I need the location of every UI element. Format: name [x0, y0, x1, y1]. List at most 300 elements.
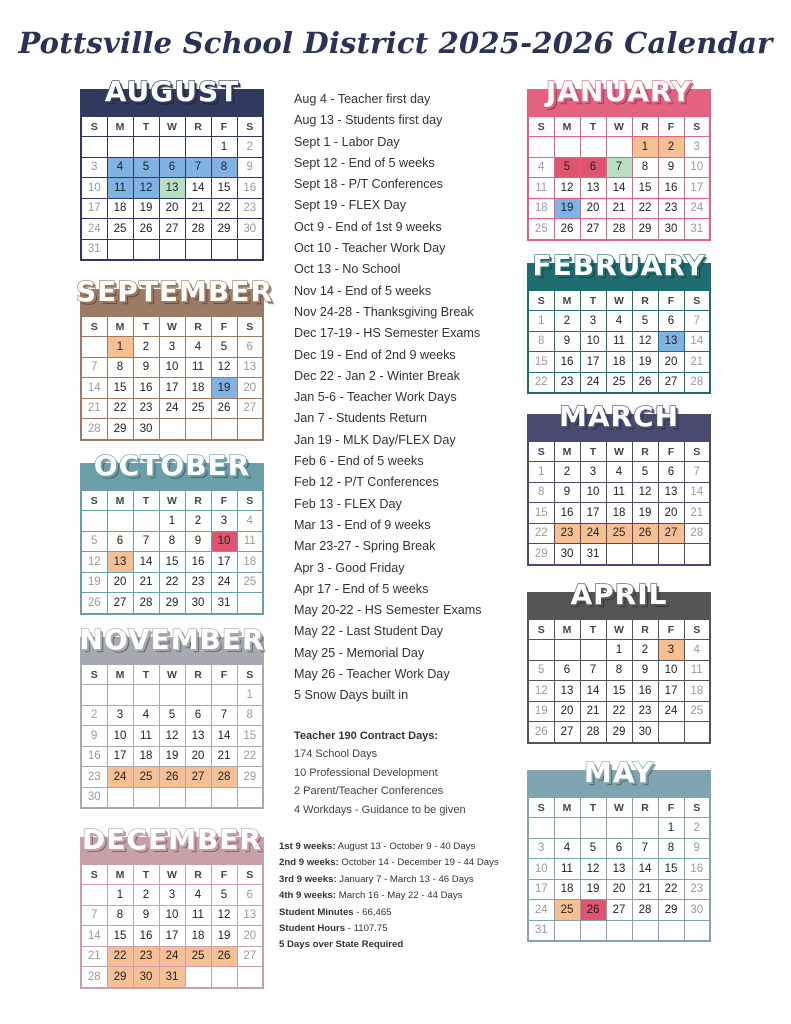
- month-grid: [527, 115, 711, 241]
- month-banner: [527, 249, 711, 289]
- empty-cell: [133, 239, 159, 260]
- weekday-label: F: [211, 316, 237, 337]
- day-cell: 30: [632, 722, 658, 743]
- day-cell: 22: [632, 198, 658, 219]
- day-cell: 31: [211, 593, 237, 614]
- event-item: Apr 17 - End of 5 weeks: [294, 581, 429, 596]
- weekday-label: W: [606, 116, 632, 137]
- day-cell: 7: [81, 357, 107, 378]
- empty-cell: [237, 787, 263, 808]
- day-cell: 4: [107, 157, 133, 178]
- stat-value: October 14 - December 19 - 44 Days: [338, 857, 499, 869]
- day-cell: 14: [81, 378, 107, 399]
- week-row: [81, 572, 263, 593]
- day-cell: 21: [684, 503, 710, 524]
- day-cell: 15: [632, 178, 658, 199]
- week-row: [528, 198, 710, 219]
- day-cell: 27: [159, 219, 185, 240]
- day-cell: 10: [81, 178, 107, 199]
- day-cell: 24: [684, 198, 710, 219]
- empty-cell: [580, 818, 606, 839]
- weekday-label: F: [211, 864, 237, 885]
- day-cell: 4: [185, 885, 211, 906]
- month-grid: [527, 440, 711, 566]
- day-cell: 27: [237, 398, 263, 419]
- day-cell: 14: [580, 681, 606, 702]
- day-cell: 6: [606, 838, 632, 859]
- week-row: [528, 372, 710, 393]
- day-cell: 16: [237, 178, 263, 199]
- weekday-label: T: [580, 441, 606, 462]
- weekday-header-row: [528, 116, 710, 137]
- event-item: 5 Snow Days built in: [294, 688, 409, 703]
- contract-heading: Teacher 190 Contract Days:: [294, 730, 439, 742]
- day-cell: 18: [606, 503, 632, 524]
- day-cell: 3: [580, 462, 606, 483]
- weekday-label: T: [133, 490, 159, 511]
- calendar-april: [527, 578, 711, 744]
- day-cell: 31: [684, 219, 710, 240]
- day-cell: 3: [528, 838, 554, 859]
- event-item: Feb 6 - End of 5 weeks: [294, 454, 424, 469]
- day-cell: 19: [211, 926, 237, 947]
- week-row: [81, 219, 263, 240]
- week-row: [528, 859, 710, 880]
- month-name: APRIL: [570, 578, 668, 611]
- empty-cell: [237, 419, 263, 440]
- empty-cell: [81, 137, 107, 158]
- day-cell: 3: [211, 511, 237, 532]
- day-cell: 26: [632, 372, 658, 393]
- event-item: May 26 - Teacher Work Day: [294, 667, 450, 682]
- day-cell: 28: [185, 219, 211, 240]
- empty-cell: [185, 239, 211, 260]
- week-row: [528, 818, 710, 839]
- event-item: Aug 13 - Students first day: [294, 113, 443, 128]
- day-cell: 14: [211, 726, 237, 747]
- day-cell: 20: [107, 572, 133, 593]
- weekday-label: S: [528, 441, 554, 462]
- day-cell: 30: [133, 419, 159, 440]
- event-item: Oct 10 - Teacher Work Day: [294, 241, 446, 256]
- day-cell: 15: [658, 859, 684, 880]
- weekday-label: S: [81, 864, 107, 885]
- weekday-label: W: [606, 619, 632, 640]
- day-cell: 9: [133, 357, 159, 378]
- day-cell: 5: [211, 337, 237, 358]
- event-item: May 25 - Memorial Day: [294, 645, 425, 660]
- contract-days: [294, 727, 519, 820]
- weekday-label: M: [107, 864, 133, 885]
- weekday-label: R: [632, 290, 658, 311]
- empty-cell: [159, 685, 185, 706]
- day-cell: 20: [159, 198, 185, 219]
- day-cell: 22: [528, 372, 554, 393]
- weekday-label: M: [107, 490, 133, 511]
- day-cell: 3: [81, 157, 107, 178]
- empty-cell: [81, 685, 107, 706]
- day-cell: 6: [185, 705, 211, 726]
- day-cell: 11: [606, 331, 632, 352]
- day-cell: 16: [632, 681, 658, 702]
- day-cell: 8: [107, 905, 133, 926]
- stat-label: 3rd 9 weeks:: [279, 873, 337, 885]
- empty-cell: [133, 685, 159, 706]
- event-item: Feb 13 - FLEX Day: [294, 496, 402, 511]
- month-grid: [527, 289, 711, 394]
- day-cell: 8: [237, 705, 263, 726]
- week-row: [81, 926, 263, 947]
- day-cell: 24: [580, 523, 606, 544]
- day-cell: 28: [684, 372, 710, 393]
- empty-cell: [554, 640, 580, 661]
- empty-cell: [81, 337, 107, 358]
- stat-value: August 13 - October 9 - 40 Days: [335, 841, 476, 852]
- day-cell: 12: [159, 726, 185, 747]
- day-cell: 11: [237, 531, 263, 552]
- day-cell: 1: [658, 818, 684, 839]
- empty-cell: [185, 787, 211, 808]
- stat-value: March 16 - May 22 - 44 Days: [336, 890, 463, 902]
- day-cell: 28: [684, 523, 710, 544]
- day-cell: 25: [606, 372, 632, 393]
- day-cell: 14: [81, 926, 107, 947]
- week-row: [81, 705, 263, 726]
- day-cell: 21: [580, 701, 606, 722]
- weekday-label: R: [185, 864, 211, 885]
- day-cell: 17: [107, 746, 133, 767]
- day-cell: 28: [81, 419, 107, 440]
- event-item: Apr 3 - Good Friday: [294, 560, 405, 575]
- day-cell: 3: [159, 885, 185, 906]
- empty-cell: [684, 722, 710, 743]
- day-cell: 6: [237, 337, 263, 358]
- day-cell: 20: [658, 503, 684, 524]
- stat-label: 2nd 9 weeks:: [279, 857, 339, 869]
- week-row: [81, 746, 263, 767]
- day-cell: 5: [632, 311, 658, 332]
- grading-period-stats: [279, 839, 524, 954]
- empty-cell: [185, 419, 211, 440]
- weekday-label: F: [658, 290, 684, 311]
- week-row: [528, 157, 710, 178]
- events-list: [294, 89, 519, 707]
- day-cell: 29: [211, 219, 237, 240]
- empty-cell: [554, 920, 580, 941]
- event-item: Nov 14 - End of 5 weeks: [294, 283, 432, 298]
- empty-cell: [658, 544, 684, 565]
- week-row: [528, 311, 710, 332]
- week-row: [528, 352, 710, 373]
- day-cell: 23: [185, 572, 211, 593]
- day-cell: 15: [159, 552, 185, 573]
- empty-cell: [107, 137, 133, 158]
- day-cell: 6: [554, 660, 580, 681]
- empty-cell: [528, 640, 554, 661]
- weekday-label: M: [554, 290, 580, 311]
- week-row: [81, 337, 263, 358]
- weekday-header-row: [528, 441, 710, 462]
- day-cell: 8: [211, 157, 237, 178]
- day-cell: 30: [185, 593, 211, 614]
- week-row: [81, 905, 263, 926]
- day-cell: 29: [107, 967, 133, 988]
- month-grid: [80, 315, 264, 441]
- week-row: [528, 660, 710, 681]
- month-grid: [80, 489, 264, 615]
- weekday-label: R: [185, 316, 211, 337]
- day-cell: 13: [237, 905, 263, 926]
- week-row: [81, 137, 263, 158]
- weekday-header-row: [81, 116, 263, 137]
- day-cell: 17: [580, 352, 606, 373]
- day-cell: 5: [211, 885, 237, 906]
- event-item: Mar 13 - End of 9 weeks: [294, 517, 431, 532]
- day-cell: 5: [580, 838, 606, 859]
- day-cell: 26: [211, 946, 237, 967]
- empty-cell: [632, 920, 658, 941]
- week-row: [81, 157, 263, 178]
- day-cell: 6: [580, 157, 606, 178]
- week-row: [528, 219, 710, 240]
- stat-label: 1st 9 weeks:: [279, 841, 336, 852]
- weekday-header-row: [81, 664, 263, 685]
- stat-label: 4th 9 weeks:: [279, 890, 337, 902]
- empty-cell: [237, 967, 263, 988]
- week-row: [528, 482, 710, 503]
- calendar-december: [80, 823, 264, 989]
- day-cell: 24: [658, 701, 684, 722]
- day-cell: 10: [580, 482, 606, 503]
- day-cell: 23: [632, 701, 658, 722]
- day-cell: 24: [107, 767, 133, 788]
- day-cell: 13: [237, 357, 263, 378]
- day-cell: 21: [606, 198, 632, 219]
- weekday-label: S: [684, 116, 710, 137]
- day-cell: 1: [159, 511, 185, 532]
- day-cell: 1: [632, 137, 658, 158]
- day-cell: 28: [81, 967, 107, 988]
- day-cell: 9: [133, 905, 159, 926]
- day-cell: 12: [528, 681, 554, 702]
- week-row: [81, 419, 263, 440]
- day-cell: 26: [159, 767, 185, 788]
- empty-cell: [159, 239, 185, 260]
- day-cell: 26: [528, 722, 554, 743]
- month-banner: [527, 75, 711, 115]
- empty-cell: [211, 419, 237, 440]
- day-cell: 10: [658, 660, 684, 681]
- day-cell: 4: [684, 640, 710, 661]
- event-item: May 22 - Last Student Day: [294, 624, 444, 639]
- day-cell: 13: [658, 331, 684, 352]
- day-cell: 24: [81, 219, 107, 240]
- day-cell: 29: [159, 593, 185, 614]
- day-cell: 7: [684, 462, 710, 483]
- day-cell: 15: [528, 352, 554, 373]
- event-item: Dec 19 - End of 2nd 9 weeks: [294, 347, 456, 362]
- week-row: [528, 503, 710, 524]
- day-cell: 28: [606, 219, 632, 240]
- calendar-february: [527, 249, 711, 394]
- month-banner: [76, 275, 273, 315]
- day-cell: 20: [606, 879, 632, 900]
- day-cell: 6: [658, 311, 684, 332]
- day-cell: 2: [133, 885, 159, 906]
- day-cell: 9: [658, 157, 684, 178]
- day-cell: 17: [528, 879, 554, 900]
- day-cell: 15: [606, 681, 632, 702]
- month-banner: [79, 623, 265, 663]
- day-cell: 12: [632, 331, 658, 352]
- day-cell: 18: [107, 198, 133, 219]
- empty-cell: [107, 511, 133, 532]
- empty-cell: [606, 920, 632, 941]
- weekday-header-row: [81, 490, 263, 511]
- day-cell: 9: [81, 726, 107, 747]
- stat-row: [279, 888, 524, 904]
- day-cell: 21: [81, 946, 107, 967]
- week-row: [81, 511, 263, 532]
- day-cell: 2: [684, 818, 710, 839]
- stat-row: [279, 855, 524, 871]
- day-cell: 31: [81, 239, 107, 260]
- weekday-label: T: [580, 116, 606, 137]
- day-cell: 1: [606, 640, 632, 661]
- stat-value: January 7 - March 13 - 46 Days: [336, 873, 474, 885]
- day-cell: 5: [528, 660, 554, 681]
- empty-cell: [606, 544, 632, 565]
- month-banner: [80, 75, 264, 115]
- weekday-label: S: [684, 797, 710, 818]
- day-cell: 7: [632, 838, 658, 859]
- day-cell: 9: [237, 157, 263, 178]
- event-item: Oct 9 - End of 1st 9 weeks: [294, 219, 442, 234]
- empty-cell: [528, 137, 554, 158]
- empty-cell: [133, 787, 159, 808]
- day-cell: 21: [81, 398, 107, 419]
- day-cell: 29: [606, 722, 632, 743]
- day-cell: 30: [554, 544, 580, 565]
- day-cell: 24: [528, 900, 554, 921]
- weekday-label: T: [580, 619, 606, 640]
- month-name: FEBRUARY: [532, 249, 706, 282]
- day-cell: 7: [133, 531, 159, 552]
- day-cell: 22: [159, 572, 185, 593]
- day-cell: 25: [107, 219, 133, 240]
- event-item: Sept 12 - End of 5 weeks: [294, 155, 435, 170]
- weekday-label: R: [185, 664, 211, 685]
- calendar-november: [79, 623, 265, 809]
- event-item: Mar 23-27 - Spring Break: [294, 539, 436, 554]
- weekday-label: S: [684, 619, 710, 640]
- empty-cell: [211, 967, 237, 988]
- week-row: [528, 462, 710, 483]
- day-cell: 27: [185, 767, 211, 788]
- day-cell: 4: [237, 511, 263, 532]
- weekday-label: W: [159, 490, 185, 511]
- empty-cell: [632, 818, 658, 839]
- day-cell: 7: [684, 311, 710, 332]
- empty-cell: [211, 685, 237, 706]
- empty-cell: [107, 685, 133, 706]
- day-cell: 7: [211, 705, 237, 726]
- day-cell: 13: [159, 178, 185, 199]
- weekday-label: W: [606, 797, 632, 818]
- day-cell: 3: [658, 640, 684, 661]
- week-row: [81, 885, 263, 906]
- month-grid: [527, 618, 711, 744]
- week-row: [81, 531, 263, 552]
- weekday-label: F: [658, 619, 684, 640]
- stat-label: 5 Days over State Required: [279, 939, 404, 951]
- day-cell: 9: [185, 531, 211, 552]
- month-name: MAY: [583, 756, 655, 789]
- month-banner: [80, 449, 264, 489]
- empty-cell: [159, 419, 185, 440]
- day-cell: 26: [211, 398, 237, 419]
- day-cell: 11: [684, 660, 710, 681]
- month-banner: [80, 823, 264, 863]
- day-cell: 12: [211, 905, 237, 926]
- day-cell: 7: [81, 905, 107, 926]
- day-cell: 16: [554, 352, 580, 373]
- day-cell: 14: [133, 552, 159, 573]
- day-cell: 11: [185, 905, 211, 926]
- day-cell: 19: [632, 352, 658, 373]
- event-item: Dec 22 - Jan 2 - Winter Break: [294, 368, 460, 383]
- empty-cell: [133, 511, 159, 532]
- event-item: Sept 1 - Labor Day: [294, 134, 400, 149]
- day-cell: 4: [606, 311, 632, 332]
- weekday-label: F: [658, 441, 684, 462]
- day-cell: 14: [632, 859, 658, 880]
- day-cell: 5: [554, 157, 580, 178]
- weekday-label: T: [580, 797, 606, 818]
- day-cell: 8: [632, 157, 658, 178]
- week-row: [528, 879, 710, 900]
- month-grid: [80, 863, 264, 989]
- stat-label: Student Minutes: [279, 906, 354, 918]
- day-cell: 8: [658, 838, 684, 859]
- day-cell: 21: [211, 746, 237, 767]
- day-cell: 13: [185, 726, 211, 747]
- day-cell: 4: [528, 157, 554, 178]
- day-cell: 7: [185, 157, 211, 178]
- empty-cell: [580, 640, 606, 661]
- day-cell: 24: [580, 372, 606, 393]
- day-cell: 26: [632, 523, 658, 544]
- day-cell: 25: [185, 946, 211, 967]
- day-cell: 14: [185, 178, 211, 199]
- day-cell: 11: [606, 482, 632, 503]
- day-cell: 10: [159, 357, 185, 378]
- day-cell: 29: [632, 219, 658, 240]
- day-cell: 22: [211, 198, 237, 219]
- week-row: [81, 178, 263, 199]
- event-item: Sept 18 - P/T Conferences: [294, 177, 443, 192]
- day-cell: 15: [107, 378, 133, 399]
- event-item: Aug 4 - Teacher first day: [294, 92, 431, 106]
- day-cell: 29: [658, 900, 684, 921]
- day-cell: 13: [554, 681, 580, 702]
- weekday-label: R: [632, 116, 658, 137]
- day-cell: 18: [528, 198, 554, 219]
- empty-cell: [81, 511, 107, 532]
- month-name: OCTOBER: [93, 449, 251, 482]
- week-row: [528, 178, 710, 199]
- day-cell: 22: [606, 701, 632, 722]
